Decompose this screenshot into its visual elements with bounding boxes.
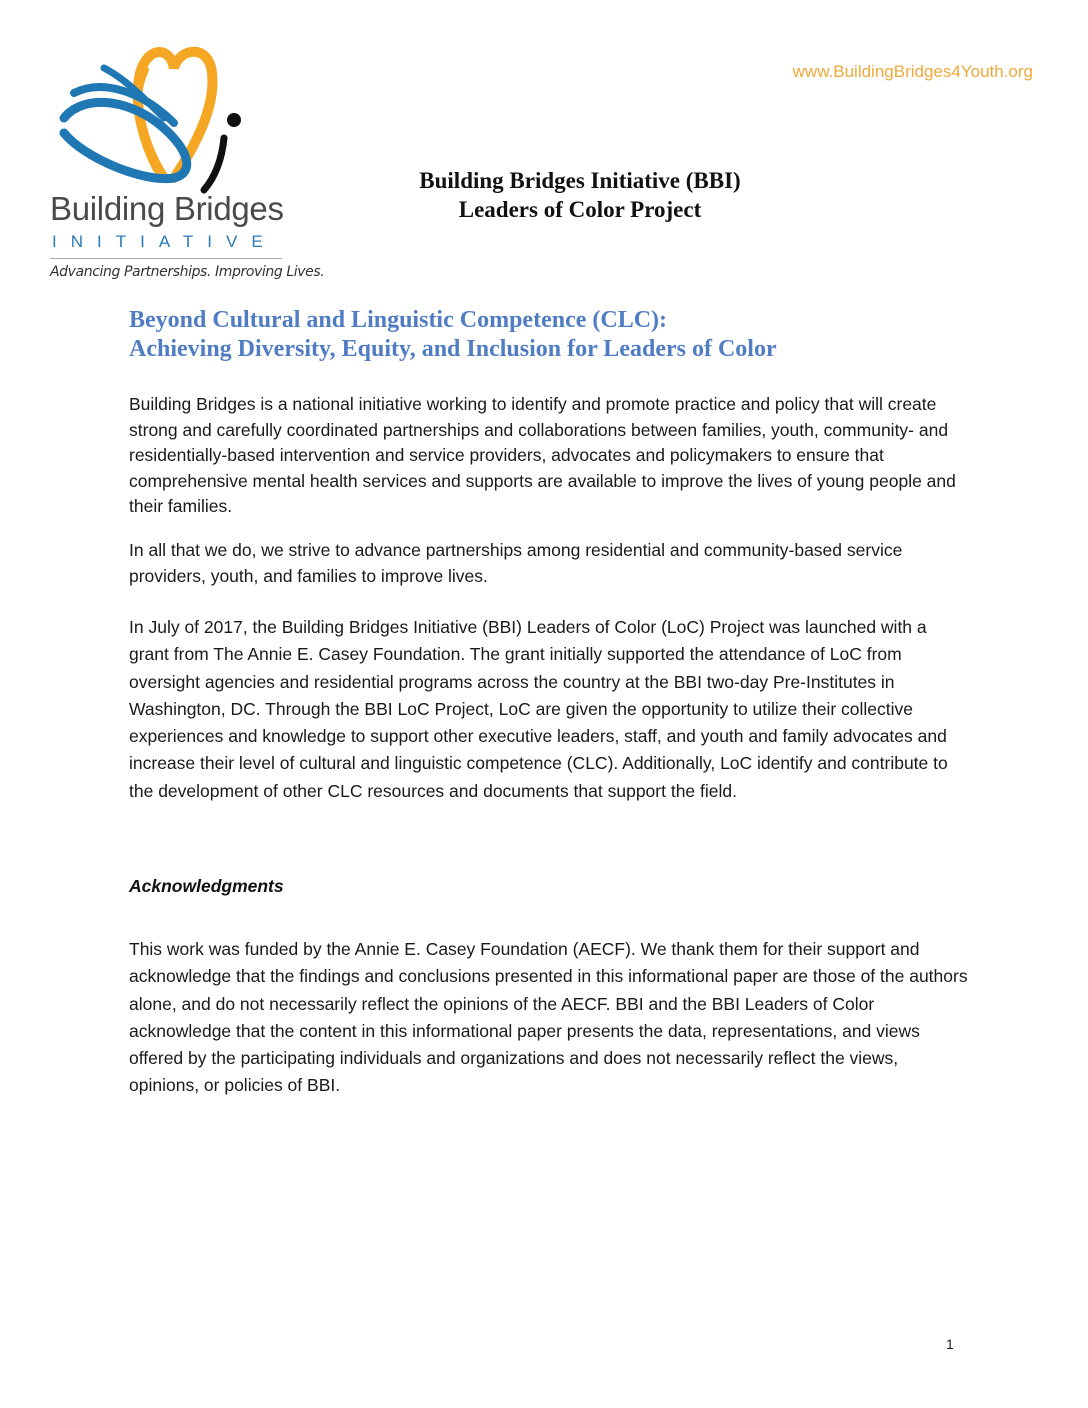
website-link[interactable]: www.BuildingBridges4Youth.org [792, 62, 1033, 81]
document-title-line-1: Building Bridges Initiative (BBI) [419, 168, 741, 193]
page-number: 1 [946, 1336, 954, 1352]
mission-paragraph: In all that we do, we strive to advance partnerships among residential and community-based service providers, youth, and families to improve lives. [129, 540, 903, 586]
logo-name: Building Bridges [50, 190, 284, 227]
section-headline [129, 306, 777, 364]
bbi-logo [44, 38, 325, 293]
intro-paragraph: Building Bridges is a national initiative working to identify and promote practice and policy that will create strong and carefully coordinated partnerships and collaborations between families, youth, community- and residentially-based intervention and service providers, advocates and policymakers to ensure that comprehensive mental health services and supports are available to improve the lives of young people and their families. [129, 394, 956, 516]
headline-line-1: Beyond Cultural and Linguistic Competence (CLC): [129, 307, 668, 333]
acknowledgments-paragraph: This work was funded by the Annie E. Casey Foundation (AECF). We thank them for their support and acknowledge that the findings and conclusions presented in this informational paper are those of the authors alone, and do not necessarily reflect the opinions of the AECF. BBI and the BBI Leaders of Color acknowledge that the content in this informational paper presents the data, representations, and views offered by the participating individuals and organizations and does not necessarily reflect the views, opinions, or policies of BBI. [129, 939, 968, 1096]
headline-line-2: Achieving Diversity, Equity, and Inclusion for Leaders of Color [129, 336, 777, 362]
acknowledgments-heading: Acknowledgments [129, 876, 284, 896]
logo-tagline: Advancing Partnerships. Improving Lives. [50, 264, 325, 280]
document-title [380, 166, 780, 224]
document-title-line-2: Leaders of Color Project [458, 197, 702, 222]
logo-divider [50, 258, 282, 259]
logo-subtitle: INITIATIVE [52, 232, 277, 251]
logo-mark-icon [44, 38, 294, 198]
project-paragraph: In July of 2017, the Building Bridges Initiative (BBI) Leaders of Color (LoC) Project was launched with a grant from The Annie E. Casey Foundation. The grant initially supported the attendance of LoC from oversight agencies and residential programs across the country at the BBI two-day Pre-Institutes in Washington, DC. Through the BBI LoC Project, LoC are given the opportunity to utilize their collective experiences and knowledge to support other executive leaders, staff, and youth and family advocates and increase their level of cultural and linguistic competence (CLC). Additionally, LoC identify and contribute to the development of other CLC resources and documents that support the field. [129, 617, 948, 801]
